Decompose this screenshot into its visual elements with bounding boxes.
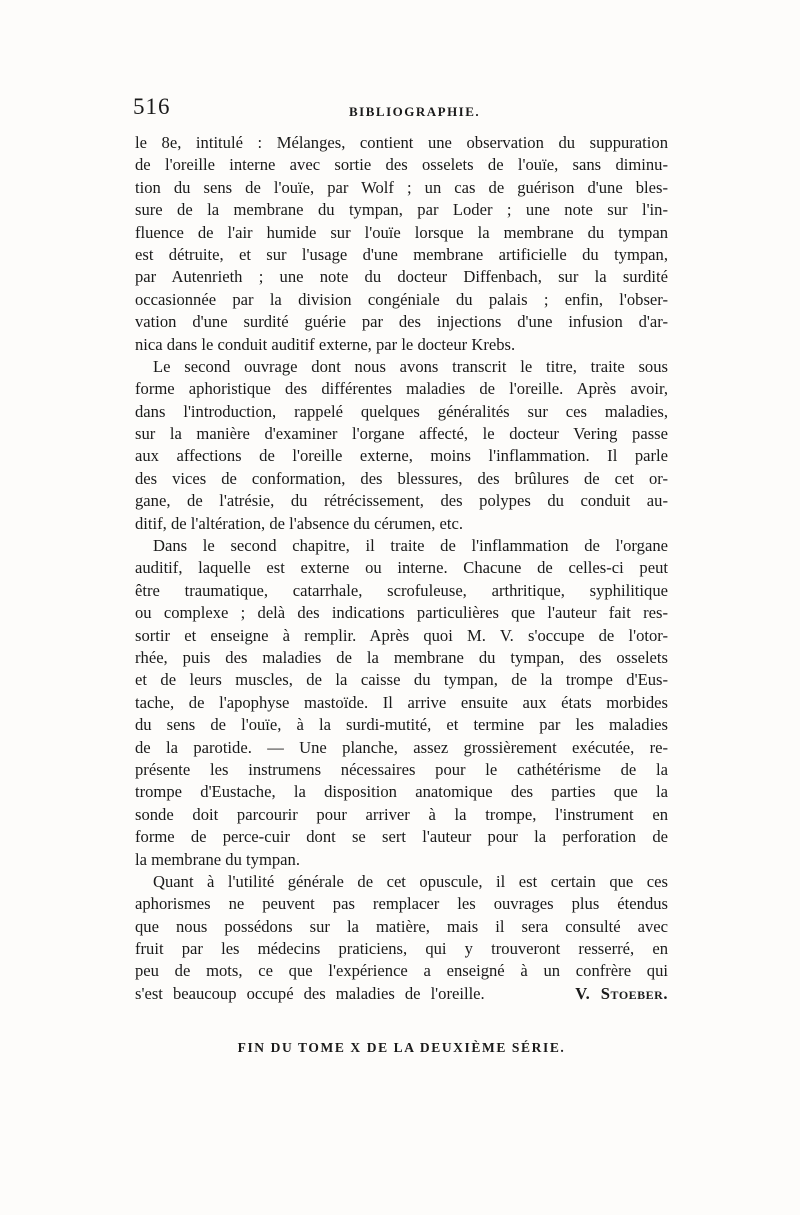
text-line: Quant à l'utilité générale de cet opuscule, il est certain que ces xyxy=(153,871,668,891)
text-line: Dans le second chapitre, il traite de l'inflammation de l'organe xyxy=(153,536,668,556)
text-line: fluence de l'air humide sur l'ouïe lorsque la membrane du tympan xyxy=(135,222,668,242)
text-line: ditif, de l'altération, de l'absence du cérumen, etc. xyxy=(135,513,464,533)
text-line: dans l'introduction, rappelé quelques généralités sur ces maladies, xyxy=(135,401,668,421)
text-line: peu de mots, ce que l'expérience a enseigné à un confrère qui xyxy=(135,961,668,981)
text-line: Le second ouvrage dont nous avons transcrit le titre, traite sous xyxy=(153,356,668,376)
text-line xyxy=(135,983,668,1005)
closing-line: FIN DU TOME X DE LA DEUXIÈME SÉRIE. xyxy=(237,1040,566,1055)
text-line: est détruite, et sur l'usage d'une membrane artificielle du tympan, xyxy=(135,244,668,264)
text-line: que nous possédons sur la matière, mais il sera consulté avec xyxy=(135,916,668,936)
text-line: aphorismes ne peuvent pas remplacer les ouvrages plus étendus xyxy=(135,894,668,914)
text-line: présente les instrumens nécessaires pour le cathétérisme de la xyxy=(135,759,668,779)
text-line: aux affections de l'oreille externe, moins l'inflammation. Il parle xyxy=(135,446,668,466)
text-line: forme aphoristique des différentes maladies de l'oreille. Après avoir, xyxy=(135,379,668,399)
text-line: sortir et enseigne à remplir. Après quoi M. V. s'occupe de l'otor- xyxy=(135,625,668,645)
paragraph xyxy=(135,871,668,1005)
paragraph xyxy=(135,132,668,356)
text-line: du sens de l'ouïe, à la surdi-mutité, et termine par les maladies xyxy=(135,715,668,735)
body-text xyxy=(135,132,668,1005)
text-line: forme de perce-cuir dont se sert l'auteur pour la perforation de xyxy=(135,827,668,847)
text-line: être traumatique, catarrhale, scrofuleuse, arthritique, syphilitique xyxy=(135,580,668,600)
paragraph xyxy=(135,356,668,535)
running-head: BIBLIOGRAPHIE. xyxy=(349,104,481,119)
text-line: le 8e, intitulé : Mélanges, contient une observation du suppuration xyxy=(135,133,668,152)
text-line: la membrane du tympan. xyxy=(135,849,300,869)
text-line: nica dans le conduit auditif externe, par le docteur Krebs. xyxy=(135,334,516,354)
text-line: sur la manière d'examiner l'organe affecté, le docteur Vering passe xyxy=(135,424,668,444)
text-line: tion du sens de l'ouïe, par Wolf ; un cas de guérison d'une bles- xyxy=(135,177,668,197)
text-line: tache, de l'apophyse mastoïde. Il arrive ensuite aux états morbides xyxy=(135,692,668,712)
text-line: gane, de l'atrésie, du rétrécissement, des polypes du conduit au- xyxy=(135,491,668,511)
text-line: vation d'une surdité guérie par des injections d'une infusion d'ar- xyxy=(135,312,668,332)
text-line: fruit par les médecins praticiens, qui y trouveront resserré, en xyxy=(135,939,668,959)
paragraph xyxy=(135,535,668,871)
text-line: sure de la membrane du tympan, par Loder ; une note sur l'in- xyxy=(135,200,668,220)
text-line: trompe d'Eustache, la disposition anatomique des parties que la xyxy=(135,782,668,802)
text-line: et de leurs muscles, de la caisse du tympan, de la trompe d'Eus- xyxy=(135,670,668,690)
text-line: ou complexe ; delà des indications particulières que l'auteur fait res- xyxy=(135,603,668,623)
author-signature: V. Stoeber. xyxy=(575,983,668,1003)
text-line: par Autenrieth ; une note du docteur Diffenbach, sur la surdité xyxy=(135,267,668,287)
text-line: des vices de conformation, des blessures, des brûlures de cet or- xyxy=(135,468,668,488)
text-line: de l'oreille interne avec sortie des osselets de l'ouïe, sans diminu- xyxy=(135,155,668,175)
text-line: de la parotide. — Une planche, assez grossièrement exécutée, re- xyxy=(135,737,668,757)
text-line: occasionnée par la division congéniale du palais ; enfin, l'obser- xyxy=(135,289,668,309)
text-line: sonde doit parcourir pour arriver à la trompe, l'instrument en xyxy=(135,804,668,824)
page-number: 516 xyxy=(133,94,171,119)
page-header xyxy=(133,94,670,128)
final-line-text: s'est beaucoup occupé des maladies de l'oreille. xyxy=(135,983,485,1003)
text-line: rhée, puis des maladies de la membrane du tympan, des osselets xyxy=(135,647,668,667)
text-line: auditif, laquelle est externe ou interne. Chacune de celles-ci peut xyxy=(135,558,668,578)
